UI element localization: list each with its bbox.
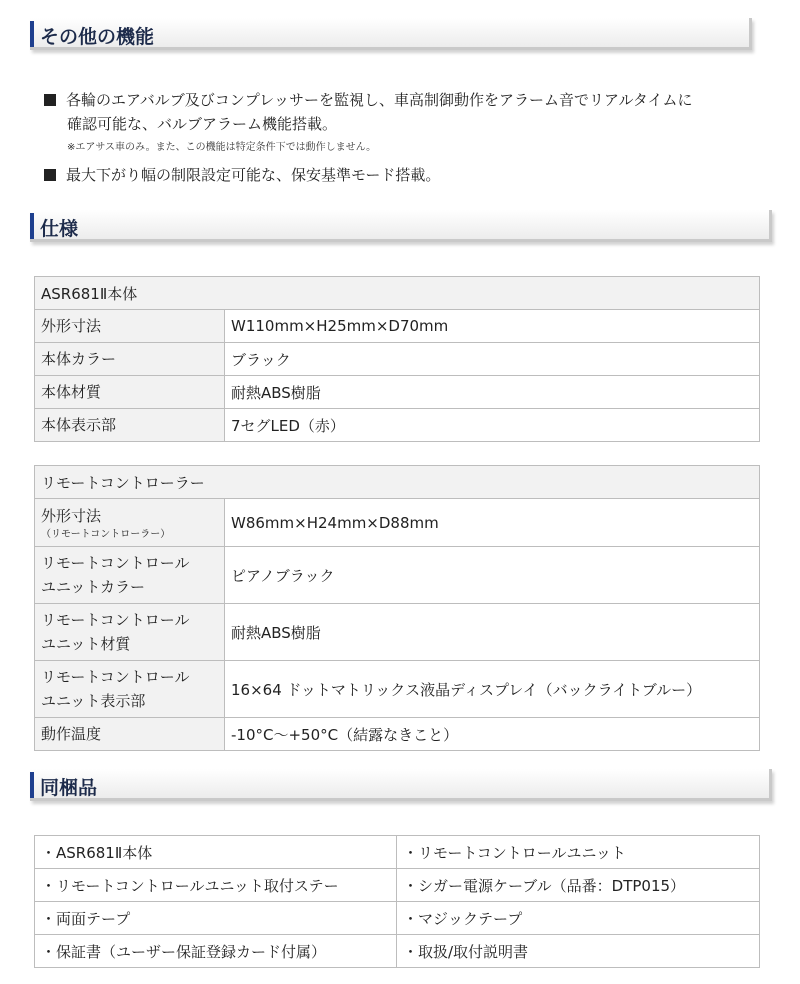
list-item: ・ASR681Ⅱ本体 xyxy=(35,836,397,869)
table-header: ASR681Ⅱ本体 xyxy=(35,277,760,310)
bullet-square-icon xyxy=(44,169,56,181)
spec-label-line: ユニット表示部 xyxy=(41,692,146,710)
list-item: ・リモートコントロールユニット取付ステー xyxy=(35,869,397,902)
spec-value: ピアノブラック xyxy=(225,547,760,604)
spec-label xyxy=(35,547,225,604)
table-row xyxy=(35,661,760,718)
spec-label: 本体カラー xyxy=(35,343,225,376)
table-row xyxy=(35,409,760,442)
feature-item-valve-alarm xyxy=(44,88,693,136)
feature-text: 最大下がり幅の制限設定可能な、保安基準モード搭載。 xyxy=(66,166,441,184)
table-row xyxy=(35,718,760,751)
table-row xyxy=(35,499,760,547)
spec-label: 本体表示部 xyxy=(35,409,225,442)
spec-label: 本体材質 xyxy=(35,376,225,409)
table-row xyxy=(35,343,760,376)
spec-value: 16×64 ドットマトリックス液晶ディスプレイ（バックライトブルー） xyxy=(225,661,760,718)
spec-label xyxy=(35,604,225,661)
spec-value: ブラック xyxy=(225,343,760,376)
spec-label-line: ユニット材質 xyxy=(41,635,131,653)
spec-label-main: 外形寸法 xyxy=(41,506,102,525)
contents-section-header xyxy=(30,769,772,801)
spec-section-header xyxy=(30,210,772,242)
table-row xyxy=(35,935,760,968)
list-item: ・シガー電源ケーブル（品番：DTP015） xyxy=(397,869,760,902)
list-item: ・両面テープ xyxy=(35,902,397,935)
spec-label: 外形寸法 xyxy=(35,310,225,343)
table-row xyxy=(35,547,760,604)
spec-value: W86mm×H24mm×D88mm xyxy=(225,499,760,547)
table-header-row xyxy=(35,277,760,310)
section-title: 仕様 xyxy=(40,218,79,240)
list-item: ・マジックテープ xyxy=(397,902,760,935)
spec-value: -10°C～+50°C（結露なきこと） xyxy=(225,718,760,751)
table-header-row xyxy=(35,466,760,499)
table-row xyxy=(35,310,760,343)
spec-label-line: リモートコントロール xyxy=(41,611,190,629)
spec-label xyxy=(35,661,225,718)
section-accent-bar xyxy=(30,21,34,47)
spec-value: 耐熱ABS樹脂 xyxy=(225,604,760,661)
spec-label-line: リモートコントロール xyxy=(41,668,190,686)
table-row xyxy=(35,902,760,935)
feature-text-continued: 確認可能な、バルブアラーム機能搭載。 xyxy=(67,115,338,133)
spec-value: 耐熱ABS樹脂 xyxy=(225,376,760,409)
section-accent-bar xyxy=(30,772,34,798)
table-row xyxy=(35,376,760,409)
spec-value: 7セグLED（赤） xyxy=(225,409,760,442)
remote-spec-table xyxy=(34,465,760,751)
section-title: 同梱品 xyxy=(40,777,98,799)
list-item: ・保証書（ユーザー保証登録カード付属） xyxy=(35,935,397,968)
list-item: ・リモートコントロールユニット xyxy=(397,836,760,869)
contents-table xyxy=(34,835,760,968)
spec-label-line: リモートコントロール xyxy=(41,554,190,572)
table-row xyxy=(35,604,760,661)
spec-value: W110mm×H25mm×D70mm xyxy=(225,310,760,343)
feature-text: 各輪のエアバルブ及びコンプレッサーを監視し、車高制御動作をアラーム音でリアルタイムに xyxy=(66,91,693,109)
list-item: ・取扱/取付説明書 xyxy=(397,935,760,968)
section-title: その他の機能 xyxy=(40,26,155,48)
spec-label xyxy=(35,499,225,547)
table-header: リモートコントローラー xyxy=(35,466,760,499)
bullet-square-icon xyxy=(44,94,56,106)
table-row xyxy=(35,836,760,869)
main-unit-spec-table xyxy=(34,276,760,442)
table-row xyxy=(35,869,760,902)
feature-note: ※エアサス車のみ。また、この機能は特定条件下では動作しません。 xyxy=(67,142,377,153)
features-section-header xyxy=(30,18,752,50)
section-accent-bar xyxy=(30,213,34,239)
spec-label: 動作温度 xyxy=(35,718,225,751)
feature-item-safety-mode xyxy=(44,163,440,187)
spec-label-line: ユニットカラー xyxy=(41,578,145,596)
spec-sublabel: （リモートコントローラー） xyxy=(41,528,171,540)
